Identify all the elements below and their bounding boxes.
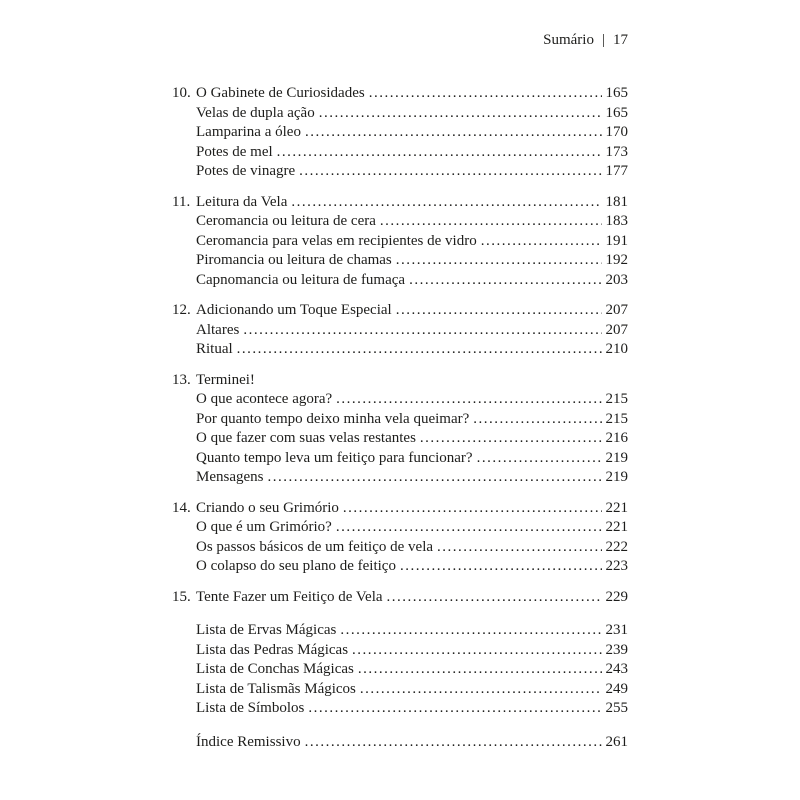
chapter-entry[interactable] [172, 371, 628, 391]
appendix-entry[interactable] [196, 660, 628, 680]
leader-dots [336, 390, 601, 410]
entry-page: 255 [605, 700, 628, 716]
leader-dots [343, 499, 602, 519]
chapter-entry[interactable] [172, 301, 628, 321]
section-entry[interactable] [172, 390, 628, 410]
leader-dots [305, 733, 602, 753]
chapter-list [172, 84, 628, 607]
header-separator: | [601, 32, 605, 48]
appendix-entry[interactable] [196, 621, 628, 641]
index-entry[interactable] [196, 733, 628, 753]
appendix-entry[interactable] [196, 641, 628, 661]
entry-page: 210 [605, 341, 628, 357]
section-entry[interactable] [172, 212, 628, 232]
entry-title: O colapso do seu plano de feitiço [196, 558, 396, 574]
chapter-block [172, 499, 628, 577]
section-entry[interactable] [172, 468, 628, 488]
leader-dots [305, 123, 602, 143]
leader-dots [358, 660, 602, 680]
entry-page: 221 [605, 499, 628, 516]
entry-page: 216 [605, 430, 628, 446]
entry-page: 165 [605, 104, 628, 121]
leader-dots [437, 538, 601, 558]
entry-page: 223 [605, 558, 628, 574]
entry-page: 219 [605, 469, 628, 485]
entry-page: 249 [605, 680, 628, 697]
entry-title: Terminei! [196, 371, 255, 388]
section-entry[interactable] [172, 321, 628, 341]
chapter-entry[interactable] [172, 193, 628, 213]
running-header [543, 32, 628, 49]
entry-title: Por quanto tempo deixo minha vela queimar? [196, 410, 470, 427]
leader-dots [481, 232, 602, 252]
section-entry[interactable] [172, 557, 628, 577]
entry-page: 231 [605, 622, 628, 638]
entry-page: 165 [605, 85, 628, 101]
section-title: Sumário [543, 32, 594, 48]
entry-title: Adicionando um Toque Especial [196, 302, 392, 318]
entry-page: 229 [605, 588, 628, 605]
chapter-block [172, 588, 628, 608]
leader-dots [237, 340, 602, 360]
entry-page: 170 [605, 124, 628, 140]
entry-title: Ritual [196, 341, 233, 357]
entry-page: 239 [605, 641, 628, 658]
index-page: 261 [605, 733, 628, 750]
appendix-list [196, 621, 628, 719]
entry-title: Lista de Ervas Mágicas [196, 622, 337, 638]
page-number: 17 [613, 32, 628, 48]
leader-dots [319, 104, 602, 124]
leader-dots [387, 588, 602, 608]
entry-title: Lamparina a óleo [196, 124, 301, 140]
entry-page: 222 [605, 538, 628, 555]
entry-title: Tente Fazer um Feitiço de Vela [196, 588, 383, 605]
chapter-number: 10. [172, 85, 191, 101]
entry-page: 181 [605, 193, 628, 210]
chapter-entry[interactable] [172, 84, 628, 104]
chapter-number: 13. [172, 371, 191, 388]
entry-title: Lista das Pedras Mágicas [196, 641, 349, 658]
chapter-number: 15. [172, 588, 191, 605]
entry-page: 203 [605, 271, 628, 288]
entry-page: 215 [605, 391, 628, 407]
entry-title: Ceromancia ou leitura de cera [196, 213, 376, 229]
leader-dots [299, 162, 601, 182]
entry-page: 173 [605, 143, 628, 160]
entry-title: Piromancia ou leitura de chamas [196, 252, 392, 268]
entry-title: Leitura da Vela [196, 193, 288, 210]
entry-page: 221 [605, 519, 628, 535]
entry-page: 215 [605, 410, 628, 427]
entry-title: O que acontece agora? [196, 391, 333, 407]
entry-title: O que fazer com suas velas restantes [196, 430, 416, 446]
leader-dots [369, 84, 602, 104]
leader-dots [380, 212, 602, 232]
entry-title: Lista de Talismãs Mágicos [196, 680, 356, 697]
section-entry[interactable] [172, 271, 628, 291]
leader-dots [291, 193, 601, 213]
entry-title: Criando o seu Grimório [196, 499, 339, 516]
section-entry[interactable] [172, 162, 628, 182]
chapter-block [172, 371, 628, 488]
leader-dots [352, 641, 601, 661]
leader-dots [396, 301, 602, 321]
leader-dots [340, 621, 601, 641]
entry-title: Capnomancia ou leitura de fumaça [196, 271, 406, 288]
chapter-block [172, 301, 628, 360]
section-entry[interactable] [172, 538, 628, 558]
section-entry[interactable] [172, 123, 628, 143]
leader-dots [409, 271, 601, 291]
section-entry[interactable] [172, 340, 628, 360]
section-entry[interactable] [172, 518, 628, 538]
entry-title: Altares [196, 321, 240, 338]
section-entry[interactable] [172, 449, 628, 469]
leader-dots [277, 143, 602, 163]
entry-page: 243 [605, 661, 628, 677]
section-entry[interactable] [172, 143, 628, 163]
entry-page: 177 [605, 163, 628, 179]
entry-title: Lista de Símbolos [196, 700, 305, 716]
entry-title: Potes de vinagre [196, 163, 296, 179]
leader-dots [360, 680, 602, 700]
section-entry[interactable] [172, 429, 628, 449]
index-entry-group [196, 733, 628, 753]
entry-page: 192 [605, 252, 628, 268]
leader-dots [396, 251, 602, 271]
entry-page: 191 [605, 232, 628, 249]
chapter-number: 14. [172, 499, 191, 516]
entry-title: Quanto tempo leva um feitiço para funcionar? [196, 449, 473, 466]
section-entry[interactable] [172, 410, 628, 430]
leader-dots [243, 321, 601, 341]
chapter-entry[interactable] [172, 588, 628, 608]
entry-page: 219 [605, 449, 628, 466]
leader-dots [268, 468, 602, 488]
leader-dots [308, 699, 601, 719]
leader-dots [473, 410, 601, 430]
entry-page: 207 [605, 302, 628, 318]
entry-title: Lista de Conchas Mágicas [196, 661, 354, 677]
leader-dots [400, 557, 602, 577]
chapter-block [172, 193, 628, 291]
chapter-number: 11. [172, 193, 191, 210]
entry-title: O Gabinete de Curiosidades [196, 85, 365, 101]
chapter-entry[interactable] [172, 499, 628, 519]
entry-page: 183 [605, 213, 628, 229]
entry-title: Os passos básicos de um feitiço de vela [196, 538, 434, 555]
entry-page: 207 [605, 321, 628, 338]
leader-dots [477, 449, 602, 469]
chapter-block [172, 84, 628, 182]
index-title: Índice Remissivo [196, 733, 301, 750]
appendix-entry[interactable] [196, 680, 628, 700]
entry-title: O que é um Grimório? [196, 519, 332, 535]
table-of-contents [172, 84, 628, 752]
section-entry[interactable] [172, 232, 628, 252]
appendix-entry[interactable] [196, 699, 628, 719]
leader-dots [336, 518, 602, 538]
entry-title: Velas de dupla ação [196, 104, 315, 121]
entry-title: Potes de mel [196, 143, 273, 160]
entry-title: Mensagens [196, 469, 264, 485]
section-entry[interactable] [172, 104, 628, 124]
leader-dots [420, 429, 602, 449]
chapter-number: 12. [172, 302, 191, 318]
section-entry[interactable] [172, 251, 628, 271]
entry-title: Ceromancia para velas em recipientes de vidro [196, 232, 477, 249]
